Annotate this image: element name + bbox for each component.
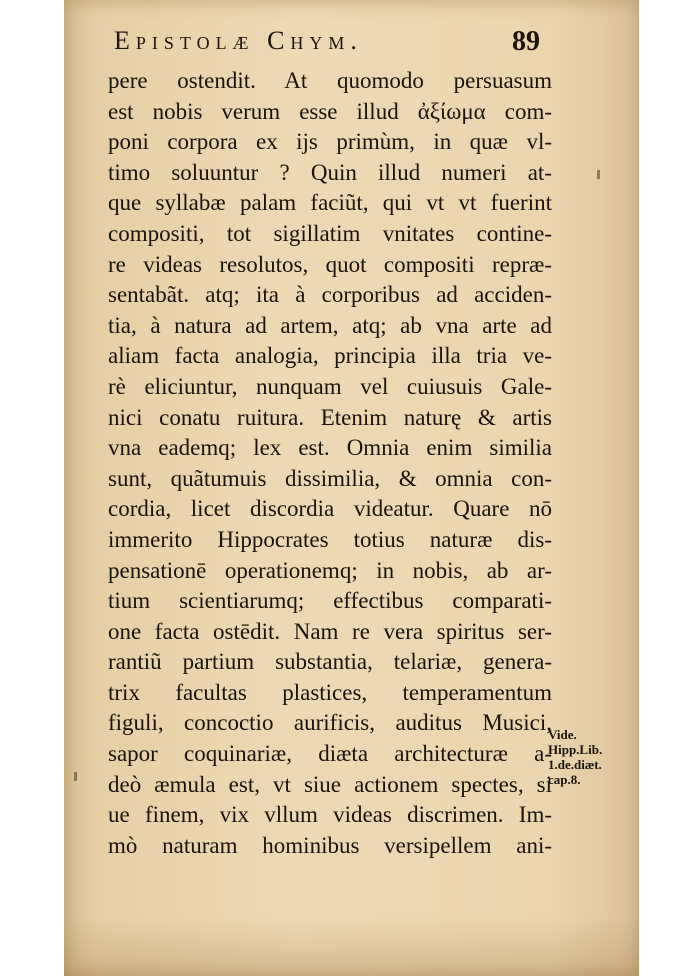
running-head: Epistolæ Chym. (114, 26, 363, 55)
text-line: vna eademq; lex est. Omnia enim similia (108, 435, 552, 461)
text-line: ue finem, vix vllum videas discrimen. Im- (108, 802, 552, 828)
text-line: tium scientiarumq; effectibus comparati- (108, 588, 552, 614)
text-line: trix facultas plastices, temperamentum (108, 679, 552, 705)
text-line: est nobis verum esse illud ἀξίωμα com- (108, 98, 552, 124)
text-line: one facta ostēdit. Nam re vera spiritus ser- (108, 618, 552, 644)
text-line: tia, à natura ad artem, atq; ab vna arte ad (108, 312, 552, 338)
margin-note-line: Vide. (548, 727, 577, 742)
margin-note (548, 727, 628, 787)
text-line: cordia, licet discordia videatur. Quare nō (108, 496, 552, 522)
text-line: deò æmula est, vt siue actionem spectes, si (108, 771, 552, 797)
text-line: compositi, tot sigillatim vnitates contine- (108, 220, 552, 246)
text-line: figuli, concoctio aurificis, auditus Musici, (108, 710, 552, 736)
text-line: mò naturam hominibus versipellem ani- (108, 832, 552, 858)
text-line: sapor coquinariæ, diæta architecturæ a- (108, 741, 552, 767)
page-number: 89 (512, 26, 540, 57)
text-line: immerito Hippocrates totius naturæ dis- (108, 526, 552, 552)
body-text (108, 66, 552, 861)
margin-note-line: cap.8. (548, 772, 581, 787)
text-line: rantiũ partium substantia, telariæ, genera- (108, 649, 552, 675)
text-line: sentabãt. atq; ita à corporibus ad acciden- (108, 282, 552, 308)
margin-note-line: 1.de.diæt. (548, 757, 602, 772)
text-line: que syllabæ palam faciũt, qui vt vt fuerint (108, 190, 552, 216)
text-line: aliam facta analogia, principia illa tria ve- (108, 343, 552, 369)
text-line: re videas resolutos, quot compositi repræ- (108, 251, 552, 277)
text-line: poni corpora ex ijs primùm, in quæ vl- (108, 129, 552, 155)
ink-speck (597, 170, 600, 179)
text-line: timo soluuntur ? Quin illud numeri at- (108, 159, 552, 185)
text-line: pere ostendit. At quomodo persuasum (108, 68, 552, 93)
text-line: sunt, quãtumuis dissimilia, & omnia con- (108, 465, 552, 491)
text-line: nici conatu ruitura. Etenim naturę & artis (108, 404, 552, 430)
text-line: pensationē operationemq; in nobis, ab ar- (108, 557, 552, 583)
margin-note-line: Hipp.Lib. (548, 742, 603, 757)
ink-speck (74, 772, 77, 781)
text-line: rè eliciuntur, nunquam vel cuiusuis Gale- (108, 373, 552, 399)
